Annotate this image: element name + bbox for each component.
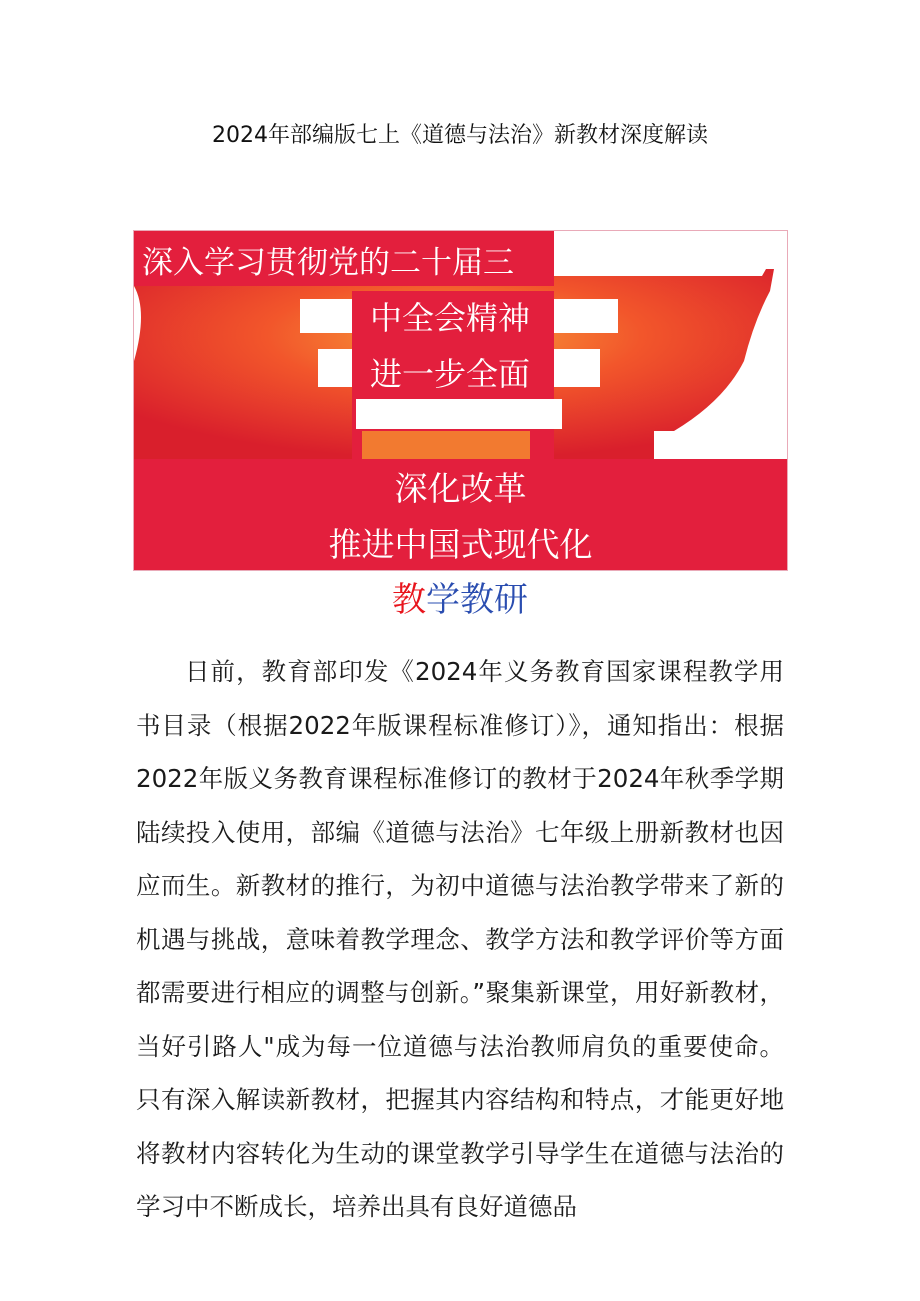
banner-line-1: 深入学习贯彻党的二十届三: [142, 245, 514, 281]
banner-line-3: 进一步全面: [370, 355, 531, 393]
section-heading-part1: 教: [392, 580, 426, 620]
banner-line-4: 深化改革: [394, 469, 527, 508]
banner-line-5: 推进中国式现代化: [328, 525, 593, 564]
section-heading: [0, 580, 920, 621]
banner-line-2: 中全会精神: [370, 299, 531, 337]
banner-graphic: [134, 231, 787, 570]
section-heading-part2: 学教研: [426, 580, 528, 620]
banner-image: [134, 231, 787, 570]
body-paragraph: 日前，教育部印发《2024年义务教育国家课程教学用书目录（根据2022年版课程标准修订）》，通知指出：根据2022年版义务教育课程标准修订的教材于2024年秋季学期陆续投入使用，部编《道德与法治》七年级上册新教材也因应而生。新教材的推行，为初中道德与法治教学带来了新的机遇与挑战，意味着教学理念、教学方法和教学评价等方面都需要进行相应的调整与创新。”聚集新课堂，用好新教材，当好引路人"成为每一位道德与法治教师肩负的重要使命。只有深入解读新教材，把握其内容结构和特点，才能更好地将教材内容转化为生动的课堂教学引导学生在道德与法治的学习中不断成长，培养出具有良好道德品: [136, 657, 784, 1221]
document-title: 2024年部编版七上《道德与法治》新教材深度解读: [212, 123, 708, 148]
